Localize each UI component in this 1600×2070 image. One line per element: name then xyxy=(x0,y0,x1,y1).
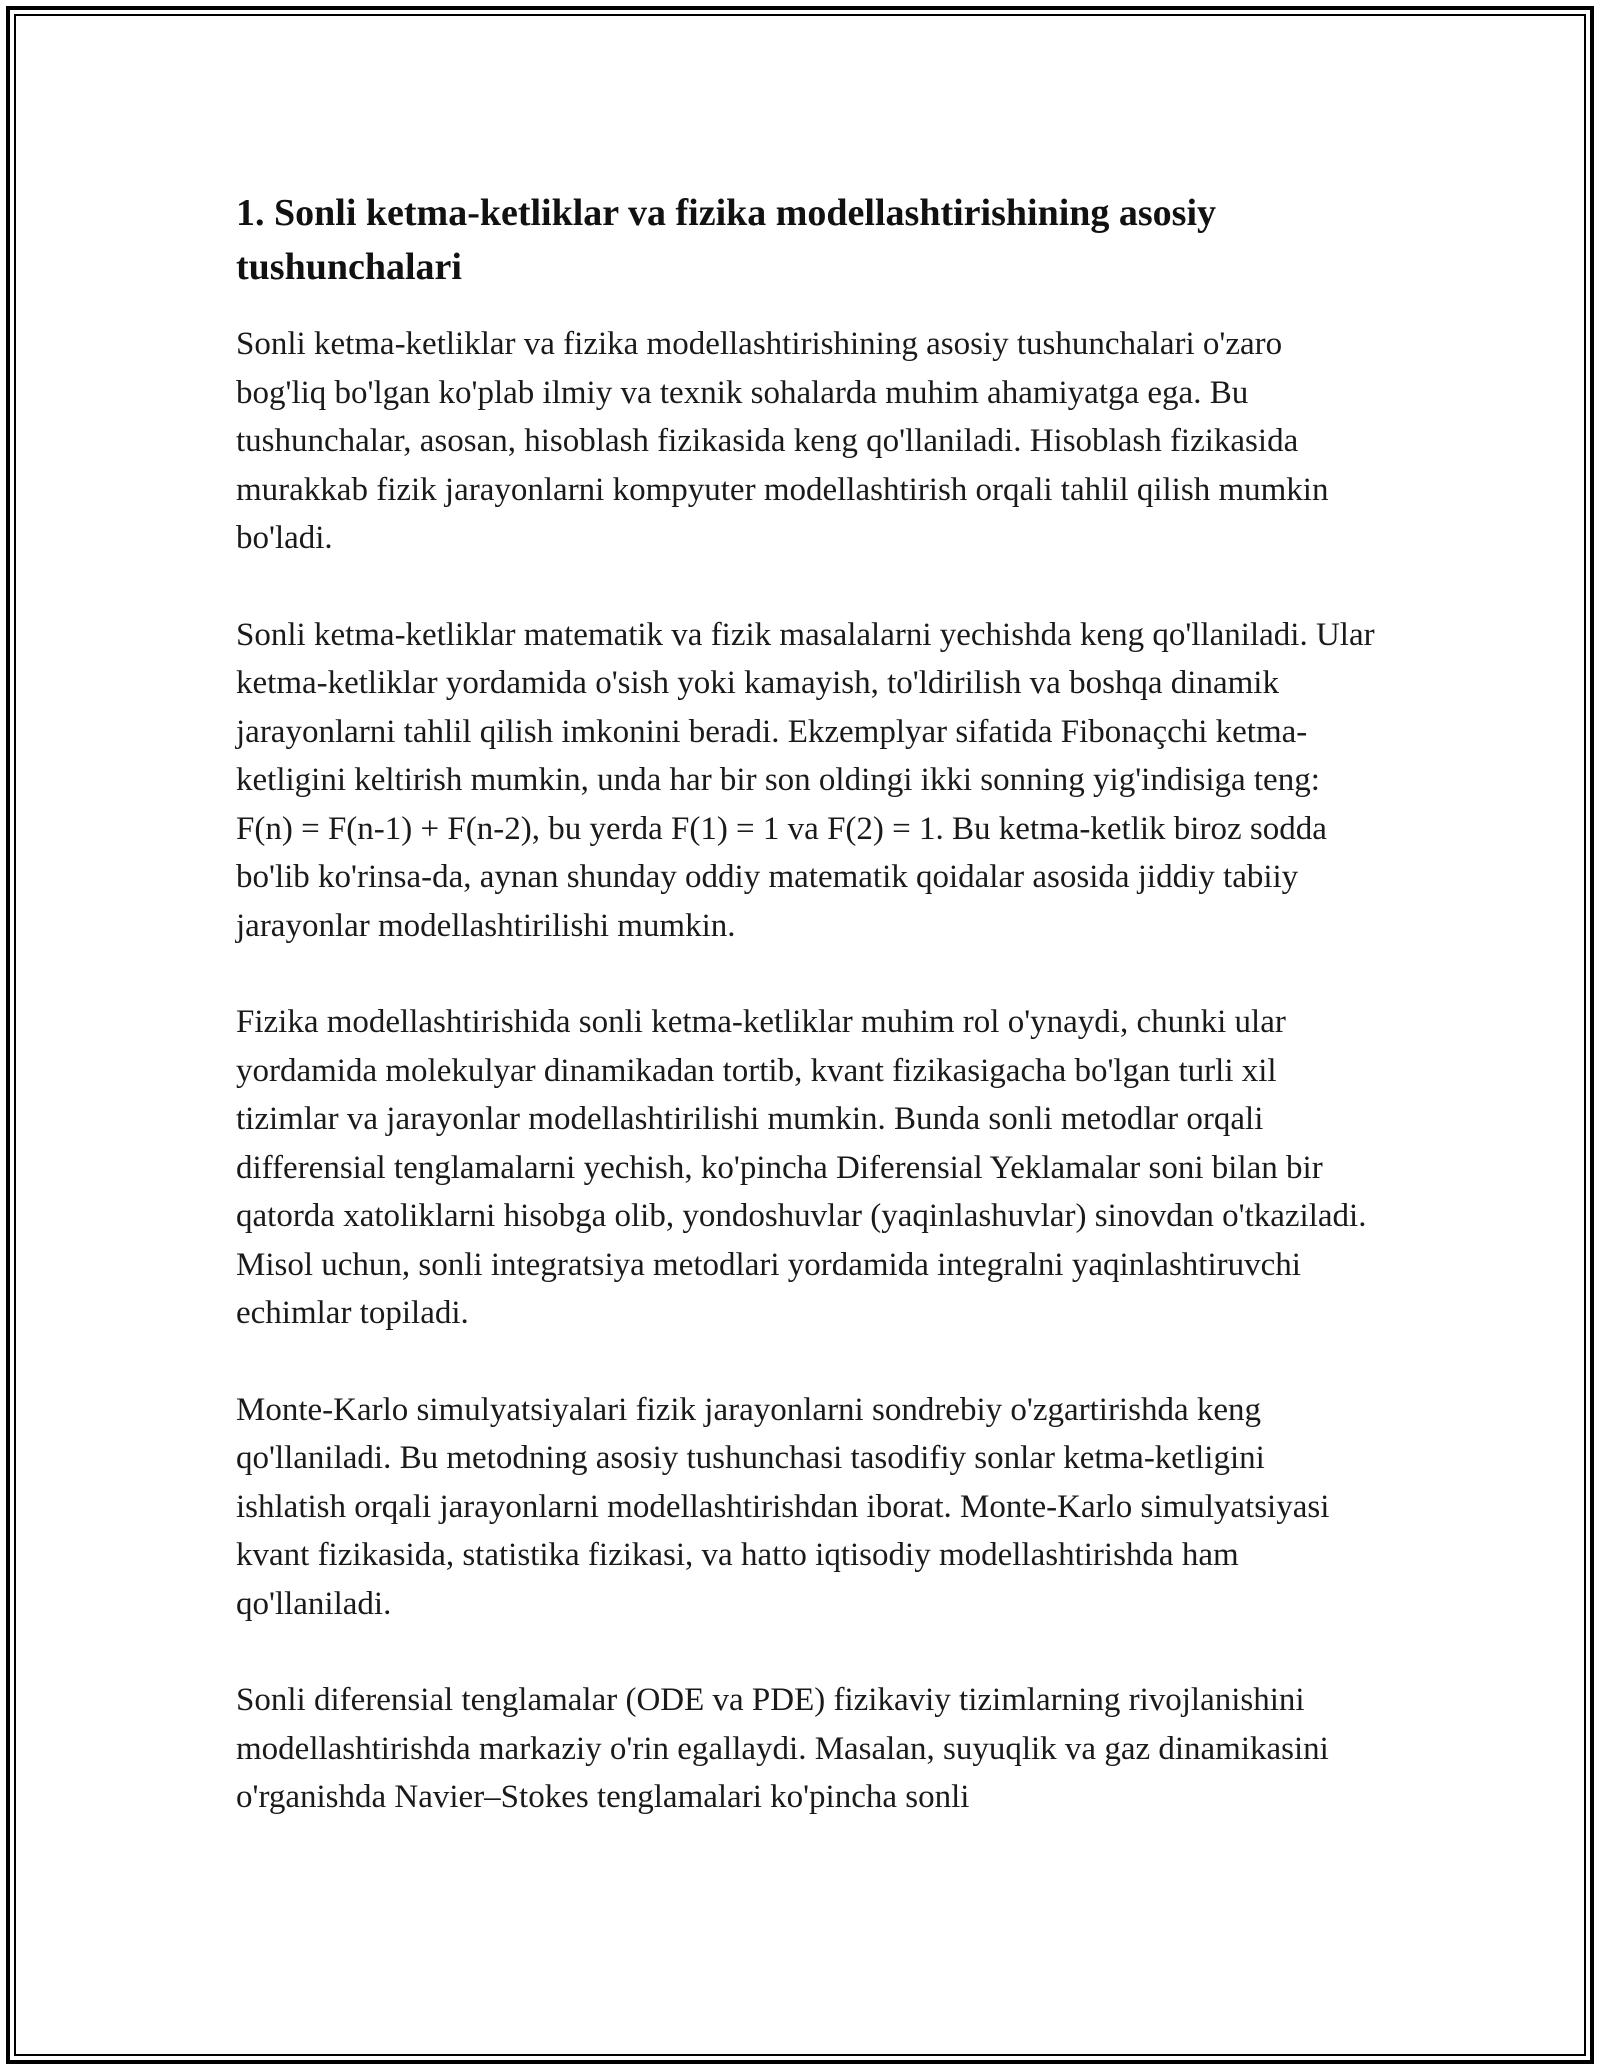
paragraph-3: Fizika modellashtirishida sonli ketma-ketliklar muhim rol o'ynaydi, chunki ular yordamida molekulyar dinamikadan tortib, kvant fizikasigacha bo'lgan turli xil tizimlar va jarayonlar modellashtirilishi mumkin. Bunda sonli metodlar orqali differensial tenglamalarni yechish, ko'pincha Diferensial Yeklamalar soni bilan bir qatorda xatoliklarni hisobga olib, yondoshuvlar (yaqinlashuvlar) sinovdan o'tkaziladi. Misol uchun, sonli integratsiya metodlari yordamida integralni yaqinlashtiruvchi echimlar topiladi. xyxy=(236,1004,1367,1331)
section-heading: 1. Sonli ketma-ketliklar va fizika modellashtirishining asosiy tushunchalari xyxy=(236,192,1217,288)
document-body xyxy=(236,186,1376,1870)
paragraph-2: Sonli ketma-ketliklar matematik va fizik masalalarni yechishda keng qo'llaniladi. Ular ketma-ketliklar yordamida o'sish yoki kamayish, to'ldirilish va boshqa dinamik jarayonlarni tahlil qilish imkonini beradi. Ekzemplyar sifatida Fibonaçchi ketma-ketligini keltirish mumkin, unda har bir son oldingi ikki sonning yig'indisiga teng: F(n) = F(n-1) + F(n-2), bu yerda F(1) = 1 va F(2) = 1. Bu ketma-ketlik biroz sodda bo'lib ko'rinsa-da, aynan shunday oddiy matematik qoidalar asosida jiddiy tabiiy jarayonlar modellashtirilishi mumkin. xyxy=(236,616,1375,944)
paragraph-5: Sonli diferensial tenglamalar (ODE va PDE) fizikaviy tizimlarning rivojlanishini modellashtirishda markaziy o'rin egallaydi. Masalan, suyuqlik va gaz dinamikasini o'rganishda Navier–Stokes tenglamalari ko'pincha sonli xyxy=(236,1682,1329,1815)
paragraph-1: Sonli ketma-ketliklar va fizika modellashtirishining asosiy tushunchalari o'zaro bog'liq bo'lgan ko'plab ilmiy va texnik sohalarda muhim ahamiyatga ega. Bu tushunchalar, asosan, hisoblash fizikasida keng qo'llaniladi. Hisoblash fizikasida murakkab fizik jarayonlarni kompyuter modellashtirish orqali tahlil qilish mumkin bo'ladi. xyxy=(236,326,1329,556)
paragraph-4: Monte-Karlo simulyatsiyalari fizik jarayonlarni sondrebiy o'zgartirishda keng qo'llaniladi. Bu metodning asosiy tushunchasi tasodifiy sonlar ketma-ketligini ishlatish orqali jarayonlarni modellashtirishdan iborat. Monte-Karlo simulyatsiyasi kvant fizikasida, statistika fizikasi, va hatto iqtisodiy modellashtirishda ham qo'llaniladi. xyxy=(236,1391,1330,1622)
